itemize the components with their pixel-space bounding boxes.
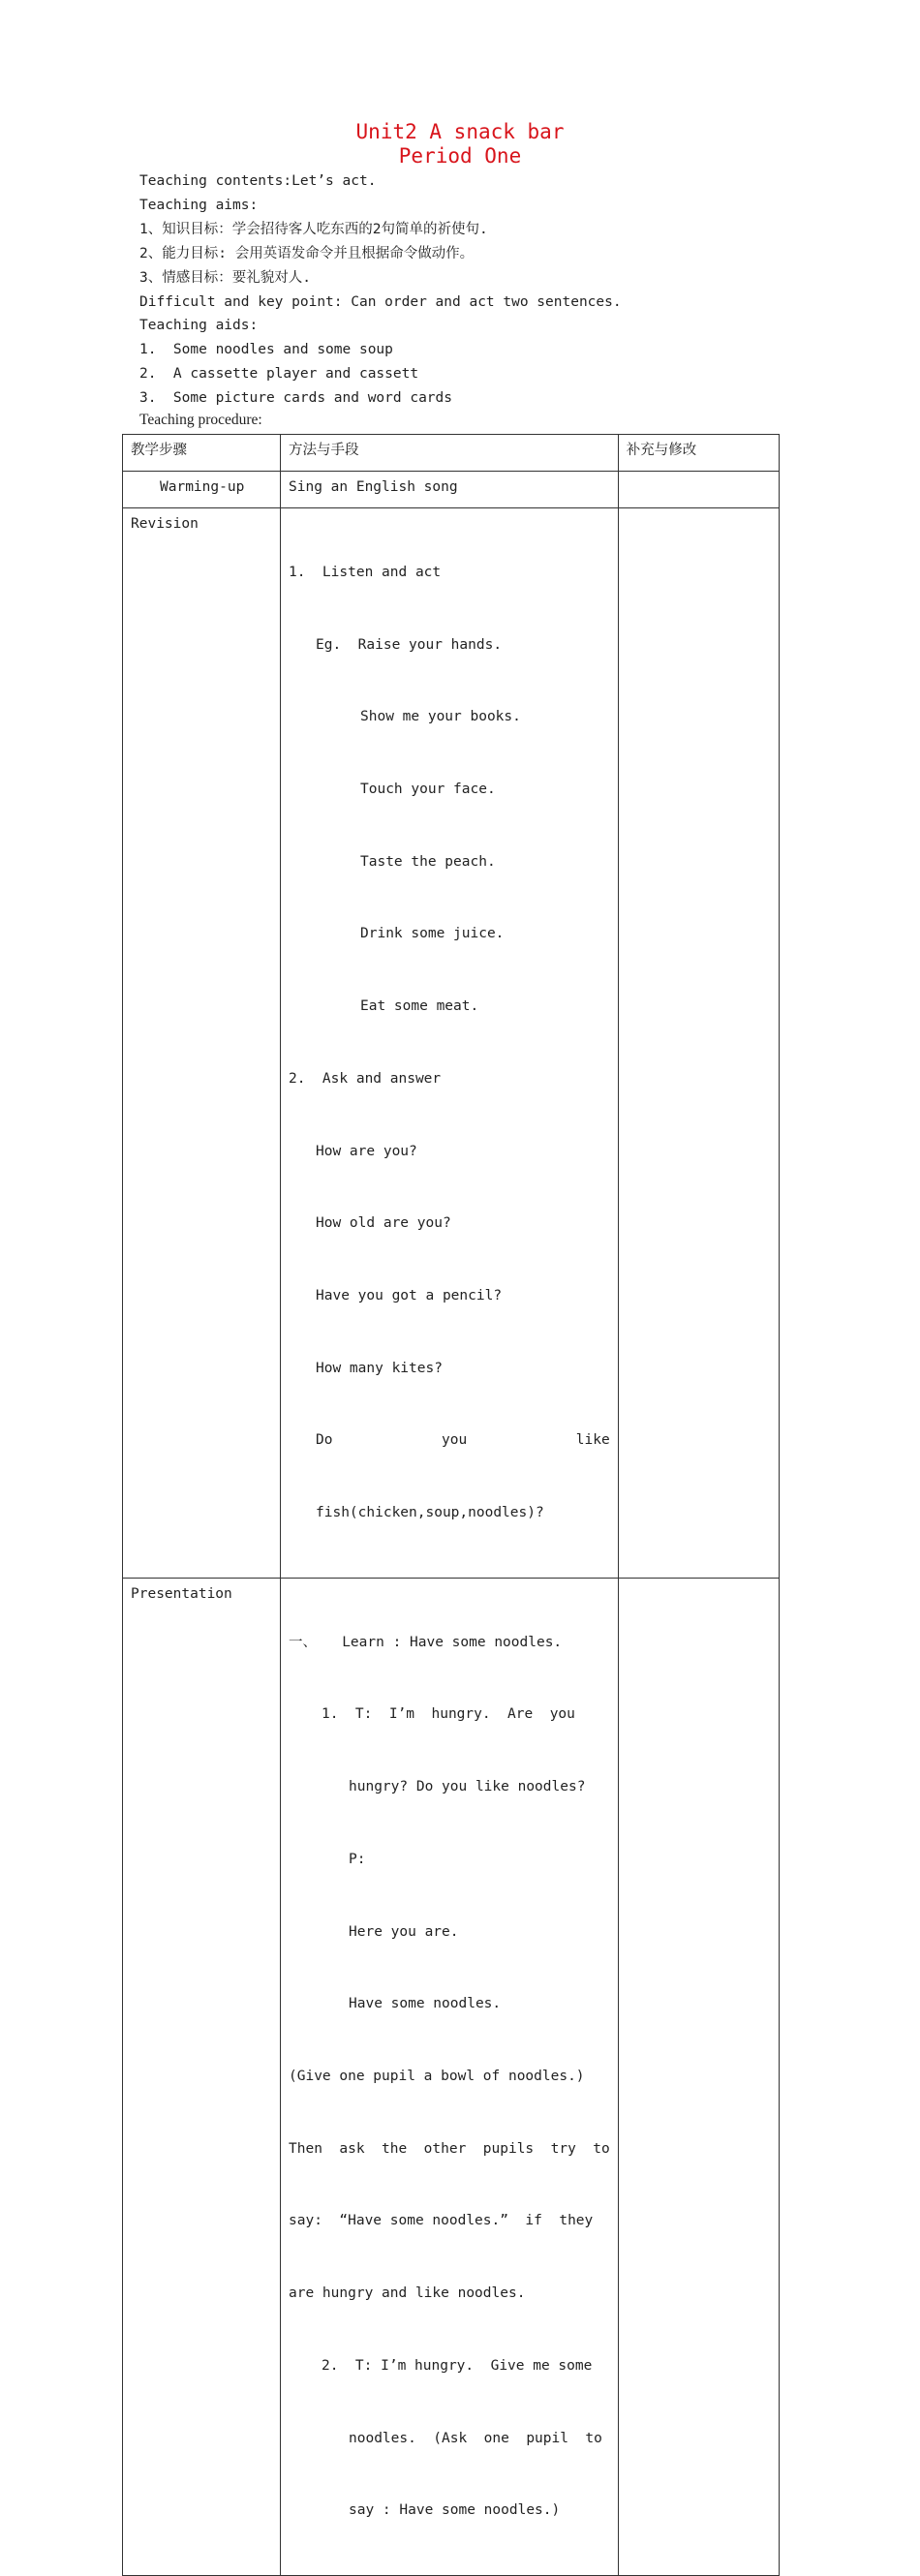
header-notes: 补充与修改 bbox=[618, 435, 779, 472]
step-revision: Revision bbox=[123, 508, 281, 1579]
header-step: 教学步骤 bbox=[123, 435, 281, 472]
intro-block bbox=[139, 169, 622, 411]
teaching-contents: Teaching contents:Let’s act. bbox=[139, 173, 377, 189]
method-presentation: 一、 Learn : Have some noodles. 1. T: I’m hungry. Are you hungry? Do you like noodles? P: Here you are. Have some noodles. (Give one pupil a bowl of noodles.) Then ask the other pupils try to say: “Have some noodles.” if they are hungry and like noodles. 2. T: I’m hungry. Give me some noodles. (Ask one pupil to say : Have some noodles.) bbox=[281, 1578, 619, 2575]
aim-knowledge: 1、知识目标：学会招待客人吃东西的2句简单的祈使句. bbox=[139, 221, 488, 237]
procedure-table bbox=[122, 434, 780, 2576]
table-header-row bbox=[123, 435, 780, 472]
aid-item-1: 1. Some noodles and some soup bbox=[139, 342, 393, 358]
table-row-warmup bbox=[123, 472, 780, 508]
notes-presentation bbox=[618, 1578, 779, 2575]
aid-item-2: 2. A cassette player and cassett bbox=[139, 366, 419, 383]
difficult-key-point: Difficult and key point: Can order and act two sentences. bbox=[139, 293, 622, 310]
teaching-aims-heading: Teaching aims: bbox=[139, 197, 259, 213]
step-presentation: Presentation bbox=[123, 1578, 281, 2575]
header-method: 方法与手段 bbox=[281, 435, 619, 472]
teaching-aids-heading: Teaching aids: bbox=[139, 318, 259, 334]
procedure-label: Teaching procedure: bbox=[139, 412, 262, 428]
table-row-revision bbox=[123, 508, 780, 1579]
notes-revision bbox=[618, 508, 779, 1579]
method-warmup: Sing an English song bbox=[281, 472, 619, 508]
aim-ability: 2、能力目标: 会用英语发命令并且根据命令做动作。 bbox=[139, 245, 475, 261]
table-row-presentation bbox=[123, 1578, 780, 2575]
method-revision: 1. Listen and act Eg. Raise your hands. Show me your books. Touch your face. Taste the peach. Drink some juice. Eat some meat. 2. Ask and answer How are you? How old are you? Have you got a pencil? How many kites? Do you like fish(chicken,soup,noodles)? bbox=[281, 508, 619, 1579]
aid-item-3: 3. Some picture cards and word cards bbox=[139, 390, 453, 407]
aim-emotion: 3、情感目标：要礼貌对人. bbox=[139, 269, 311, 286]
notes-warmup bbox=[618, 472, 779, 508]
step-warmup: Warming-up bbox=[123, 472, 281, 508]
title-line-1: Unit2 A snack bar bbox=[355, 120, 565, 143]
title-line-2: Period One bbox=[398, 144, 522, 168]
